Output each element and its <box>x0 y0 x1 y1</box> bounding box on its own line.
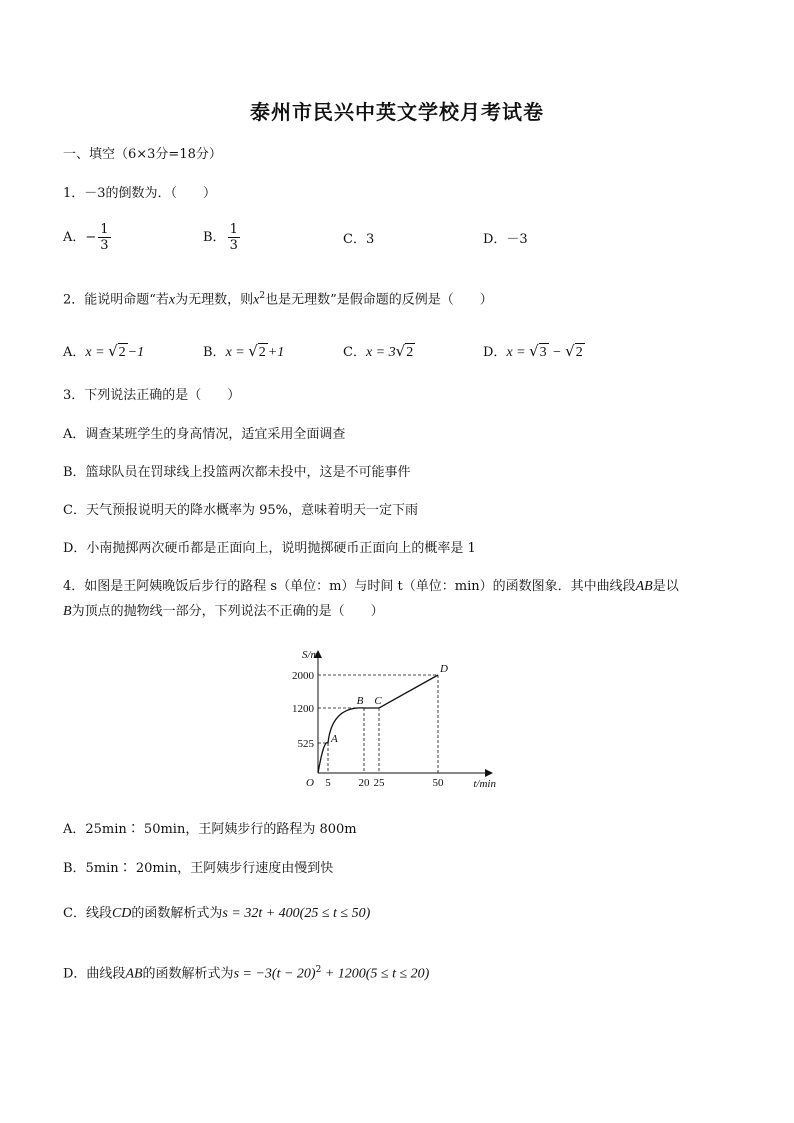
q3-option-b: B．篮球队员在罚球线上投篮两次都未投中，这是不可能事件 <box>63 465 411 480</box>
section-heading: 一、填空（6×3分=18分） <box>63 147 222 162</box>
distance-time-graph <box>282 643 502 793</box>
q3-option-d: D．小南抛掷两次硬币都是正面向上，说明抛掷硬币正面向上的概率是 1 <box>63 541 476 556</box>
q1-option-a: A．− $\frac{1}{3}$ <box>63 222 109 253</box>
q4-stem-line1: 4．如图是王阿姨晚饭后步行的路程 s（单位：m）与时间 t（单位：min）的函数图象．其中曲线段AB是以 <box>63 579 679 594</box>
fraction: $\frac{1}{3}$ <box>100 222 109 253</box>
q1-stem: 1．－3的倒数为．（ ） <box>63 186 217 201</box>
y-tick-label: 1200 <box>292 703 314 715</box>
q3-stem: 3．下列说法正确的是（ ） <box>63 388 241 403</box>
q2-stem: 2．能说明命题“若x为无理数，则$x^2$也是无理数”是假命题的反例是（ ） <box>63 291 493 308</box>
x-tick-label: 25 <box>373 777 385 789</box>
x-tick-label: 50 <box>432 777 444 789</box>
q1-option-d: D．－3 <box>483 232 528 247</box>
x-axis-label: t/min <box>473 778 496 790</box>
y-axis-label: S/m <box>302 649 319 661</box>
y-tick-label: 525 <box>297 738 314 750</box>
q2-option-a: A．x = √2 −1 <box>63 342 145 360</box>
q1-option-c: C．3 <box>343 232 375 247</box>
point-label-D: D <box>440 663 448 675</box>
q4-option-b: B．5min∶ 20min，王阿姨步行速度由慢到快 <box>63 861 334 876</box>
q1-option-b: B． $\frac{1}{3}$ <box>203 222 238 253</box>
q2-option-d: D．x = √3 − √2 <box>483 342 583 360</box>
q2-option-b: B．x = √2 +1 <box>203 342 285 360</box>
q3-option-c: C．天气预报说明天的降水概率为 95%，意味着明天一定下雨 <box>63 503 418 518</box>
fraction: $\frac{1}{3}$ <box>229 222 238 253</box>
y-tick-label: 2000 <box>292 670 314 682</box>
q4-stem-line2: B为顶点的抛物线一部分，下列说法不正确的是（ ） <box>63 604 384 619</box>
q4-option-d: D．曲线段AB的函数解析式为$s = -3(t - 20)^2 + 1200(5 \le t \le 20)$ <box>63 965 430 982</box>
x-tick-label: 5 <box>325 777 331 789</box>
q2-option-c: C．x = 3√2 <box>343 342 414 360</box>
q4-option-a: A．25min∶ 50min，王阿姨步行的路程为 800m <box>63 822 357 837</box>
q3-option-a: A．调查某班学生的身高情况，适宜采用全面调查 <box>63 427 346 442</box>
page-title: 泰州市民兴中英文学校月考试卷 <box>250 100 544 124</box>
point-label-A: A <box>331 733 338 745</box>
point-label-C: C <box>374 695 382 707</box>
dashed-guides <box>318 675 438 773</box>
graph-curve <box>318 675 438 773</box>
graph-labels <box>292 649 496 790</box>
q4-option-c: C．线段CD的函数解析式为s = 32t + 400(25 ≤ t ≤ 50) <box>63 906 371 921</box>
x-tick-label: 20 <box>358 777 370 789</box>
point-label-B: B <box>356 695 364 707</box>
origin-label: O <box>306 777 314 789</box>
